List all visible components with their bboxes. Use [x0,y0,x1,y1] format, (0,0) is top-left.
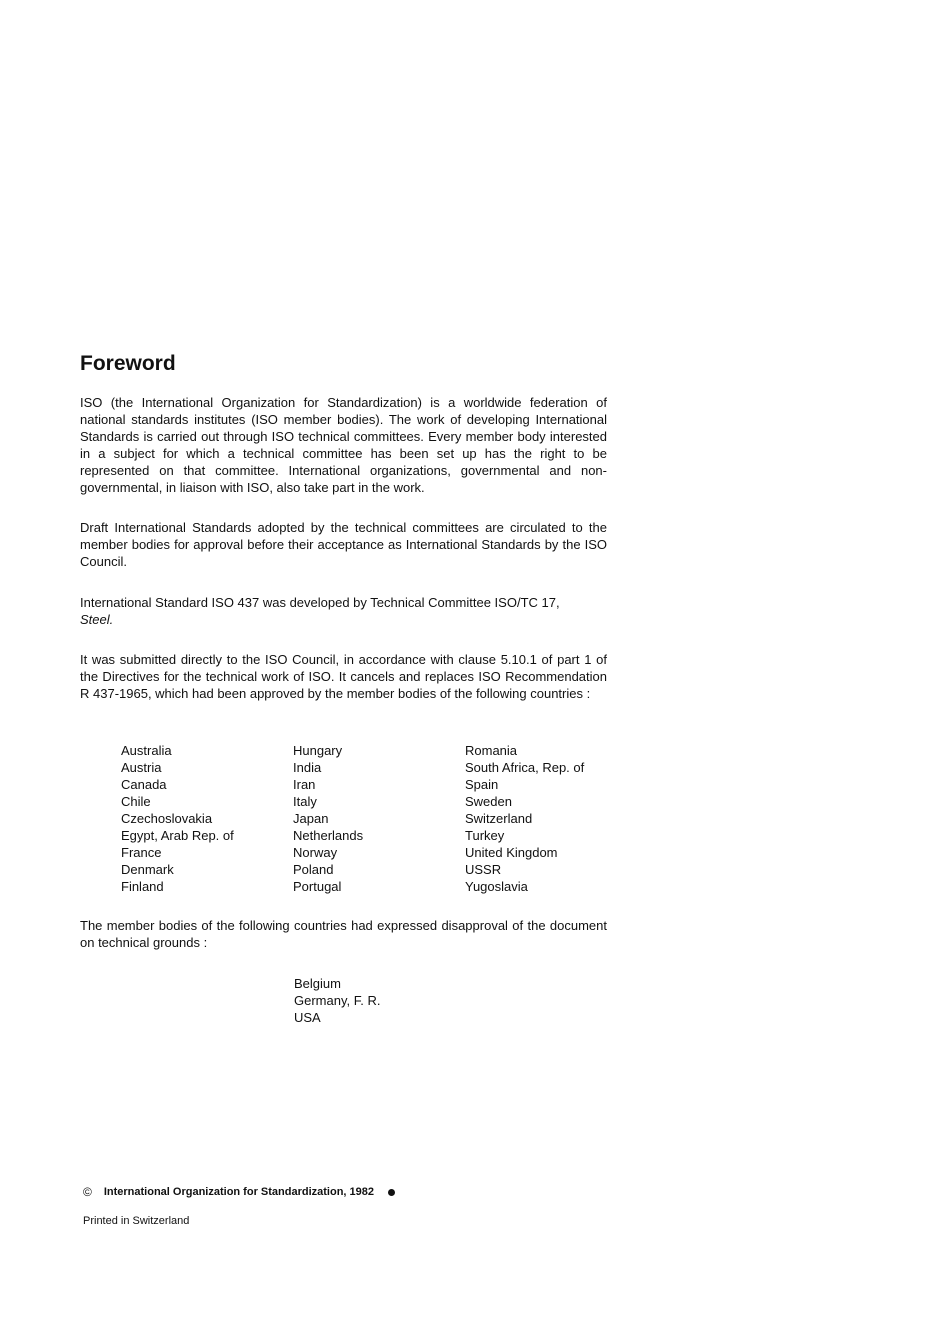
countries-column-1 [121,742,293,895]
country-item: Finland [121,879,164,894]
country-item: Iran [293,777,316,792]
country-item: USSR [465,862,502,877]
country-item: Egypt, Arab Rep. of [121,828,234,843]
bullet-icon [388,1189,395,1196]
committee-subject: Steel. [80,612,114,627]
country-item: United Kingdom [465,845,558,860]
country-item: Canada [121,777,167,792]
country-item: Turkey [465,828,505,843]
country-item: Switzerland [465,811,533,826]
country-item: France [121,845,162,860]
country-item: Yugoslavia [465,879,528,894]
copyright-icon: © [83,1185,92,1199]
country-item: Chile [121,794,151,809]
countries-column-3 [465,742,625,895]
page-title: Foreword [80,352,176,375]
country-item: Austria [121,760,162,775]
country-item: Hungary [293,743,343,758]
country-item: Sweden [465,794,512,809]
country-item: Romania [465,743,518,758]
country-item: India [293,760,322,775]
copyright-notice [83,1185,395,1199]
country-item: Australia [121,743,172,758]
country-item: Germany, F. R. [294,993,381,1008]
country-item: Italy [293,794,317,809]
disapproving-countries-list [294,975,380,1026]
country-item: Belgium [294,976,341,991]
country-item: Japan [293,811,329,826]
foreword-paragraph-draft-standards: Draft International Standards adopted by the technical committees are circulated to the member bodies for approval before their acceptance as International Standards by the ISO Council. [80,520,607,569]
foreword-paragraph-committee [80,594,607,628]
copyright-text: International Organization for Standardization, 1982 [103,1186,374,1198]
country-item: Denmark [121,862,174,877]
foreword-paragraph-iso-intro: ISO (the International Organization for Standardization) is a worldwide federation of national standards institutes (ISO member bodies). The work of developing International Standards is carried out through ISO technical committees. Every member body interested in a subject for which a technical committee has been set up has the right to be represented on that committee. International organizations, governmental and non-governmental, in liaison with ISO, also take part in the work. [80,395,607,495]
country-item: South Africa, Rep. of [465,760,585,775]
committee-text: International Standard ISO 437 was developed by Technical Committee ISO/TC 17, [80,595,560,610]
approving-countries-table [121,742,625,895]
country-item: Poland [293,862,334,877]
country-item: Norway [293,845,338,860]
foreword-paragraph-submission: It was submitted directly to the ISO Council, in accordance with clause 5.10.1 of part 1 of the Directives for the technical work of ISO. It cancels and replaces ISO Recommendation R 437-1965, which had been approved by the member bodies of the following countries : [80,652,607,701]
foreword-paragraph-disapproval: The member bodies of the following countries had expressed disapproval of the document on technical grounds : [80,918,607,950]
country-item: Spain [465,777,499,792]
country-item: USA [294,1010,321,1025]
country-item: Netherlands [293,828,364,843]
country-item: Czechoslovakia [121,811,213,826]
country-item: Portugal [293,879,342,894]
countries-column-2 [293,742,465,895]
printed-in-notice: Printed in Switzerland [83,1215,190,1227]
